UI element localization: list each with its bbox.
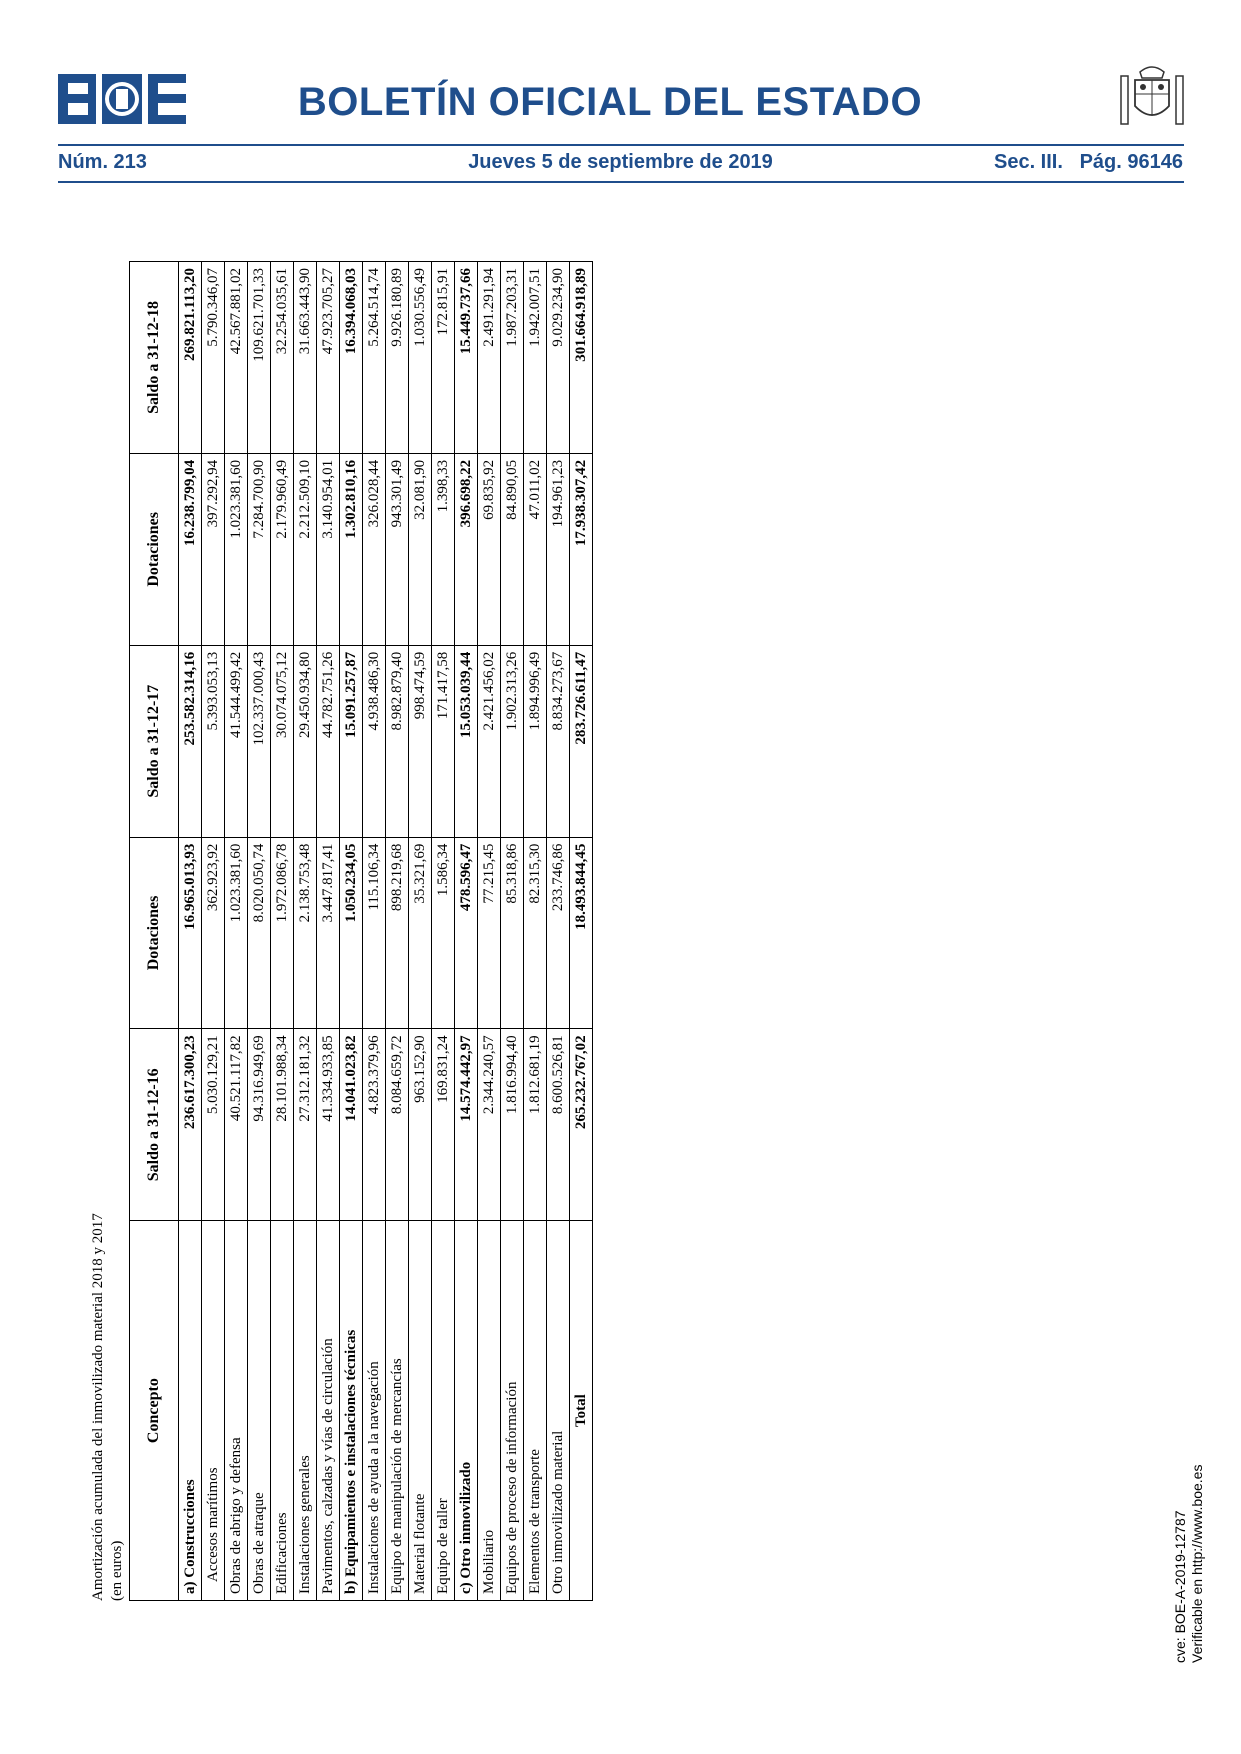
cell: 265.232.767,02 [570, 1029, 593, 1221]
table-row [248, 262, 271, 1601]
cell: 29.450.934,80 [294, 645, 317, 837]
cell: 169.831,24 [432, 1029, 455, 1221]
cell: 7.284.700,90 [248, 453, 271, 645]
cell: 44.782.751,26 [317, 645, 340, 837]
cell: 32.081,90 [409, 453, 432, 645]
caption-title: Amortización acumulada del inmovilizado material 2018 y 2017 [90, 1213, 106, 1601]
cell: 236.617.300,23 [179, 1029, 202, 1221]
cell: 4.938.486,30 [363, 645, 386, 837]
row-concept: Obras de atraque [248, 1221, 271, 1601]
cell: 15.053.039,44 [455, 645, 478, 837]
cell: 233.746,86 [547, 837, 570, 1029]
cell: 2.344.240,57 [478, 1029, 501, 1221]
cell: 8.982.879,40 [386, 645, 409, 837]
cell: 14.041.023,82 [340, 1029, 363, 1221]
header-dotaciones-2017: Dotaciones [130, 837, 179, 1029]
table-row [478, 262, 501, 1601]
row-concept: Accesos marítimos [202, 1221, 225, 1601]
cell: 1.987.203,31 [501, 262, 524, 454]
cell: 16.238.799,04 [179, 453, 202, 645]
table-row [202, 262, 225, 1601]
cell: 102.337.000,43 [248, 645, 271, 837]
row-concept: Obras de abrigo y defensa [225, 1221, 248, 1601]
cell: 16.394.068,03 [340, 262, 363, 454]
cell: 3.447.817,41 [317, 837, 340, 1029]
cve-footer [1172, 1465, 1206, 1663]
row-concept: a) Construcciones [179, 1221, 202, 1601]
row-concept: Equipo de taller [432, 1221, 455, 1601]
cell: 1.050.234,05 [340, 837, 363, 1029]
row-concept: Equipos de proceso de información [501, 1221, 524, 1601]
table-row [225, 262, 248, 1601]
cell: 1.302.810,16 [340, 453, 363, 645]
verify-link[interactable]: Verificable en http://www.boe.es [1189, 1464, 1205, 1663]
header-concepto: Concepto [130, 1221, 179, 1601]
cell: 16.965.013,93 [179, 837, 202, 1029]
cell: 9.926.180,89 [386, 262, 409, 454]
amortization-table [129, 261, 593, 1601]
cell: 1.586,34 [432, 837, 455, 1029]
cell: 5.030.129,21 [202, 1029, 225, 1221]
coat-of-arms-icon [1118, 62, 1186, 130]
row-concept: Equipo de manipulación de mercancías [386, 1221, 409, 1601]
table-row [547, 262, 570, 1601]
cell: 109.621.701,33 [248, 262, 271, 454]
cell: 15.091.257,87 [340, 645, 363, 837]
cell: 8.600.526,81 [547, 1029, 570, 1221]
cell: 14.574.442,97 [455, 1029, 478, 1221]
cell: 30.074.075,12 [271, 645, 294, 837]
header-rule-bottom [58, 181, 1184, 183]
cell: 31.663.443,90 [294, 262, 317, 454]
cell: 362.923,92 [202, 837, 225, 1029]
table-header-row [130, 262, 179, 1601]
cell: 3.140.954,01 [317, 453, 340, 645]
row-concept: c) Otro inmovilizado [455, 1221, 478, 1601]
cell: 8.020.050,74 [248, 837, 271, 1029]
row-concept: Instalaciones de ayuda a la navegación [363, 1221, 386, 1601]
row-concept: Instalaciones generales [294, 1221, 317, 1601]
caption-units: (en euros) [109, 1540, 125, 1601]
cell: 115.106,34 [363, 837, 386, 1029]
cell: 171.417,58 [432, 645, 455, 837]
cell: 69.835,92 [478, 453, 501, 645]
row-concept: Pavimentos, calzadas y vías de circulación [317, 1221, 340, 1601]
cell: 1.816.994,40 [501, 1029, 524, 1221]
cell: 269.821.113,20 [179, 262, 202, 454]
cell: 194.961,23 [547, 453, 570, 645]
cell: 1.972.086,78 [271, 837, 294, 1029]
cell: 396.698,22 [455, 453, 478, 645]
cell: 17.938.307,42 [570, 453, 593, 645]
cell: 478.596,47 [455, 837, 478, 1029]
cell: 5.393.053,13 [202, 645, 225, 837]
table-row [501, 262, 524, 1601]
cell: 283.726.611,47 [570, 645, 593, 837]
cell: 1.812.681,19 [524, 1029, 547, 1221]
cell: 28.101.988,34 [271, 1029, 294, 1221]
cell: 1.023.381,60 [225, 453, 248, 645]
header-rule [58, 144, 1184, 146]
cell: 84.890,05 [501, 453, 524, 645]
cell: 326.028,44 [363, 453, 386, 645]
row-concept: b) Equipamientos e instalaciones técnicas [340, 1221, 363, 1601]
table-row [294, 262, 317, 1601]
cell: 8.084.659,72 [386, 1029, 409, 1221]
section-page: Sec. III. Pág. 96146 [993, 151, 1183, 173]
cell: 1.023.381,60 [225, 837, 248, 1029]
table-row [409, 262, 432, 1601]
table-caption [89, 251, 127, 1601]
rotated-table-block [89, 251, 607, 1601]
boe-logo [58, 74, 186, 124]
cell: 1.030.556,49 [409, 262, 432, 454]
header-saldo-2017: Saldo a 31-12-17 [130, 645, 179, 837]
table-row [524, 262, 547, 1601]
cell: 35.321,69 [409, 837, 432, 1029]
row-concept: Otro inmovilizado material [547, 1221, 570, 1601]
header-dotaciones-2018: Dotaciones [130, 453, 179, 645]
cell: 998.474,59 [409, 645, 432, 837]
table-row [340, 262, 363, 1601]
table-row [386, 262, 409, 1601]
row-concept: Mobiliario [478, 1221, 501, 1601]
table-row [179, 262, 202, 1601]
table-row [363, 262, 386, 1601]
cell: 2.138.753,48 [294, 837, 317, 1029]
row-concept: Elementos de transporte [524, 1221, 547, 1601]
cell: 8.834.273,67 [547, 645, 570, 837]
table-total-row [570, 262, 593, 1601]
page-title: BOLETÍN OFICIAL DEL ESTADO [297, 80, 923, 124]
cell: 47.923.705,27 [317, 262, 340, 454]
cell: 397.292,94 [202, 453, 225, 645]
cell: 253.582.314,16 [179, 645, 202, 837]
table-row [271, 262, 294, 1601]
cell: 1.902.313,26 [501, 645, 524, 837]
cell: 40.521.117,82 [225, 1029, 248, 1221]
cell: 4.823.379,96 [363, 1029, 386, 1221]
header-saldo-2018: Saldo a 31-12-18 [130, 262, 179, 454]
header-saldo-2016: Saldo a 31-12-16 [130, 1029, 179, 1221]
cell: 963.152,90 [409, 1029, 432, 1221]
cell: 943.301,49 [386, 453, 409, 645]
cell: 2.421.456,02 [478, 645, 501, 837]
row-concept: Material flotante [409, 1221, 432, 1601]
cell: 82.315,30 [524, 837, 547, 1029]
cell: 85.318,86 [501, 837, 524, 1029]
cell: 15.449.737,66 [455, 262, 478, 454]
cell: 172.815,91 [432, 262, 455, 454]
cell: 9.029.234,90 [547, 262, 570, 454]
cell: 2.491.291,94 [478, 262, 501, 454]
cell: 18.493.844,45 [570, 837, 593, 1029]
cell: 2.179.960,49 [271, 453, 294, 645]
cell: 898.219,68 [386, 837, 409, 1029]
cell: 5.264.514,74 [363, 262, 386, 454]
cve-code: cve: BOE-A-2019-12787 [1172, 1510, 1188, 1663]
row-concept: Edificaciones [271, 1221, 294, 1601]
cell: 1.894.996,49 [524, 645, 547, 837]
cell: 32.254.035,61 [271, 262, 294, 454]
cell: 27.312.181,32 [294, 1029, 317, 1221]
row-concept: Total [570, 1221, 593, 1601]
cell: 1.942.007,51 [524, 262, 547, 454]
table-row [455, 262, 478, 1601]
cell: 2.212.509,10 [294, 453, 317, 645]
issue-date: Jueves 5 de septiembre de 2019 [468, 151, 773, 173]
cell: 47.011,02 [524, 453, 547, 645]
cell: 5.790.346,07 [202, 262, 225, 454]
cell: 1.398,33 [432, 453, 455, 645]
cell: 77.215,45 [478, 837, 501, 1029]
table-row [432, 262, 455, 1601]
cell: 41.334.933,85 [317, 1029, 340, 1221]
cell: 41.544.499,42 [225, 645, 248, 837]
cell: 42.567.881,02 [225, 262, 248, 454]
table-row [317, 262, 340, 1601]
cell: 94.316.949,69 [248, 1029, 271, 1221]
issue-number: Núm. 213 [58, 151, 147, 173]
cell: 301.664.918,89 [570, 262, 593, 454]
